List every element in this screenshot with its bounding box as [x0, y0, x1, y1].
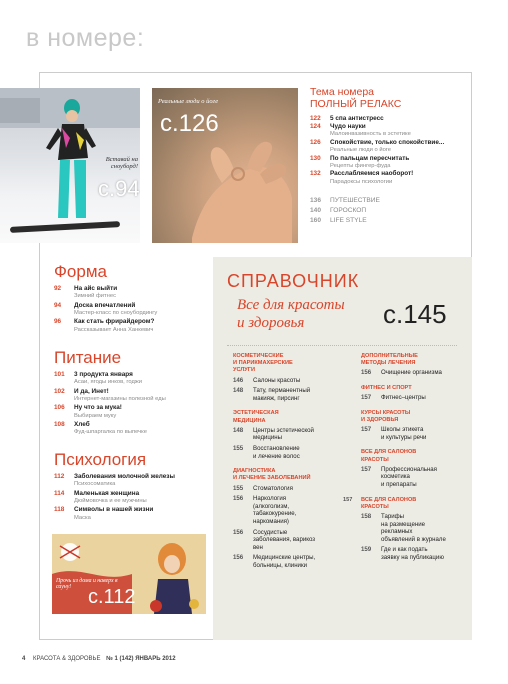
- entry-line: вен: [253, 543, 263, 551]
- toc-entry[interactable]: [54, 404, 204, 420]
- reference-entry[interactable]: [361, 513, 471, 543]
- forma-section: [54, 262, 204, 335]
- entry-line: заявку на публикацию: [381, 553, 444, 561]
- snowboard-page-ref: c.94: [98, 176, 140, 201]
- page-number: 155: [233, 444, 244, 452]
- reference-title: СПРАВОЧНИК: [227, 271, 360, 291]
- page-number: 96: [54, 318, 62, 326]
- reference-entry[interactable]: [233, 387, 343, 402]
- entry-title: Ну что за мука!: [74, 404, 122, 412]
- reference-subtitle-1: Все для красоты: [237, 297, 345, 313]
- illustration-caption: Прочь из дома и наверх в сауну!: [56, 578, 118, 590]
- entry-line: и препараты: [381, 480, 417, 488]
- theme-entry[interactable]: [310, 123, 468, 139]
- entry-title: На айс выйти: [74, 285, 118, 292]
- theme-block: [310, 86, 468, 226]
- reference-entry[interactable]: [361, 394, 471, 402]
- entry-subtitle: Фуд-шпаргалка по выпечке: [74, 429, 147, 436]
- page-number: 157: [361, 394, 372, 402]
- theme-extra-entry[interactable]: [310, 206, 468, 216]
- entry-subtitle: Асаи, ягоды инков, годжи: [74, 379, 142, 386]
- entry-subtitle: Рецепты фингер-фуда: [330, 162, 391, 169]
- entry-line: Салоны красоты: [253, 376, 301, 384]
- entry-line: Тарифы: [381, 512, 405, 520]
- entry-line: Фитнес–центры: [381, 394, 426, 402]
- entry-subtitle: Психосоматика: [74, 481, 116, 488]
- reference-entry[interactable]: [233, 529, 343, 552]
- category-line: ЭСТЕТИЧЕСКАЯ: [233, 410, 279, 417]
- entry-title: LIFE STYLE: [330, 217, 367, 225]
- entry-title: Маленькая женщина: [74, 489, 140, 497]
- page-number: 146: [233, 376, 244, 384]
- entry-subtitle: Зимний фитнес: [74, 293, 116, 300]
- page-number: 136: [310, 197, 322, 205]
- pitanie-section: [54, 348, 204, 438]
- hand-photo: [152, 88, 298, 243]
- category-line: УСЛУГИ: [233, 367, 255, 374]
- page-number: 159: [361, 546, 372, 554]
- reference-entry[interactable]: [233, 554, 343, 569]
- theme-kicker: Тема номера: [310, 86, 375, 98]
- reference-category: [361, 449, 471, 463]
- reference-block: [213, 257, 472, 640]
- psychology-list: [54, 473, 204, 522]
- entry-line: Сосудистые: [253, 528, 288, 536]
- illustration-page-ref: c.112: [88, 586, 136, 608]
- entry-line: заболевания, варикоз: [253, 536, 316, 544]
- category-line: И ЛЕЧЕНИЕ ЗАБОЛЕВАНИЙ: [233, 475, 311, 482]
- theme-entry[interactable]: [310, 139, 468, 155]
- entry-line: и лечение волос: [253, 452, 300, 460]
- reference-entry[interactable]: [233, 495, 343, 525]
- category-line: КОСМЕТИЧЕСКИЕ: [233, 353, 284, 359]
- toc-entry[interactable]: [54, 490, 204, 506]
- theme-entry[interactable]: [310, 155, 468, 171]
- toc-entry[interactable]: [54, 473, 204, 489]
- page-number: 94: [54, 301, 62, 309]
- entry-line: на размещение: [381, 520, 426, 528]
- entry-title: Хлеб: [74, 421, 90, 429]
- toc-entry[interactable]: [54, 285, 204, 301]
- category-line: ВСЕ ДЛЯ САЛОНОВ: [361, 496, 417, 503]
- page-number: 101: [54, 371, 65, 378]
- psychology-title: Психология: [54, 450, 147, 469]
- forma-list: [54, 285, 204, 334]
- entry-line: наркомания): [253, 517, 289, 525]
- entry-title: Чудо науки: [330, 123, 366, 131]
- page-number: 122: [310, 115, 321, 122]
- reference-left-column: [233, 353, 343, 573]
- page-number: 148: [233, 387, 244, 395]
- entry-line: больницы, клиники: [253, 561, 308, 569]
- footer-magazine: КРАСОТА & ЗДОРОВЬЕ: [33, 656, 101, 662]
- page-number: 126: [310, 138, 321, 146]
- page-header: в номере:: [26, 24, 145, 52]
- reference-category: [233, 353, 343, 375]
- entry-title: По пальцам пересчитать: [330, 154, 410, 162]
- page-number: 157: [361, 426, 372, 434]
- entry-line: Очищение организма: [381, 369, 442, 377]
- entry-line: Тату, перманентный: [253, 387, 311, 395]
- category-line: ДИАГНОСТИКА: [233, 468, 276, 475]
- entry-line: Школы этикета: [381, 426, 424, 434]
- category-line: ВСЕ ДЛЯ САЛОНОВ: [361, 449, 417, 456]
- entry-line: Медицинские центры,: [253, 554, 316, 562]
- page-number: 157: [343, 496, 353, 503]
- snowboard-caption: Вставай на сноуборд!: [105, 156, 138, 170]
- snowboard-photo: [0, 88, 140, 243]
- toc-entry[interactable]: [54, 302, 204, 318]
- theme-title: ПОЛНЫЙ РЕЛАКС: [310, 98, 402, 110]
- reference-page-ref: c.145: [383, 299, 447, 329]
- entry-title: ПУТЕШЕСТВИЕ: [330, 197, 380, 205]
- theme-list: [310, 115, 468, 186]
- entry-title: Доска впечатлений: [74, 301, 136, 309]
- page-number: 130: [310, 154, 321, 162]
- page-number: 132: [310, 170, 321, 178]
- category-line: МЕТОДЫ ЛЕЧЕНИЯ: [361, 360, 416, 367]
- entry-title: Символы в нашей жизни: [74, 506, 154, 514]
- hand-page-ref: c.126: [160, 110, 219, 137]
- reference-divider: [227, 345, 457, 346]
- reference-subtitle-2: и здоровья: [237, 315, 305, 331]
- entry-title: 5 спа антистресс: [330, 115, 384, 122]
- entry-line: косметика: [381, 473, 410, 481]
- entry-subtitle: Интернет-магазины полезной еды: [74, 395, 166, 402]
- category-line: КРАСОТЫ: [361, 456, 389, 463]
- illustration-photo: [52, 534, 206, 614]
- entry-subtitle: Мастер-класс по сноубордингу: [74, 309, 158, 316]
- category-line: МЕДИЦИНА: [233, 417, 266, 424]
- page-number: 102: [54, 387, 65, 395]
- reference-entry[interactable]: [233, 377, 343, 385]
- entry-title: Заболевания молочной железы: [74, 473, 175, 480]
- reference-category: [361, 353, 471, 367]
- page-number: 156: [233, 528, 244, 536]
- psychology-section: [54, 450, 204, 523]
- entry-subtitle: Парадоксы психологии: [330, 178, 393, 185]
- entry-line: табакокурение,: [253, 510, 297, 518]
- entry-subtitle: Реальные люди о йоге: [330, 147, 392, 154]
- entry-line: Восстановление: [253, 444, 300, 452]
- page-number: 108: [54, 421, 65, 429]
- entry-title: Как стать фрирайдером?: [74, 318, 155, 326]
- entry-line: Профессиональная: [381, 465, 437, 473]
- entry-line: Где и как подать: [381, 546, 428, 554]
- pitanie-list: [54, 371, 204, 437]
- page-number: 157: [361, 465, 372, 473]
- page-number: 158: [361, 512, 372, 520]
- reference-category: [343, 496, 471, 511]
- reference-category: [361, 410, 471, 424]
- theme-extra-entry[interactable]: [310, 196, 468, 206]
- hand-caption: Реальные люди о йоге: [158, 98, 219, 105]
- entry-title: 3 продукта января: [74, 371, 133, 378]
- page-number: 156: [233, 495, 244, 503]
- footer: [22, 656, 176, 662]
- page-number: 118: [54, 506, 65, 514]
- entry-subtitle: Дюймовочка и ее мужчины: [74, 497, 147, 504]
- toc-entry[interactable]: [54, 506, 204, 522]
- toc-entry[interactable]: [54, 371, 204, 387]
- page-number: 160: [310, 217, 322, 225]
- entry-subtitle: Малоинвазивность в эстетике: [330, 131, 411, 138]
- entry-line: Центры эстетической: [253, 426, 314, 434]
- reference-entry[interactable]: [233, 445, 343, 460]
- entry-line: рекламных: [381, 528, 413, 536]
- reference-entry[interactable]: [361, 466, 471, 489]
- entry-line: объявлений в журнале: [381, 535, 446, 543]
- page-number: 114: [54, 489, 65, 497]
- entry-line: Наркология: [253, 495, 287, 503]
- reference-entry[interactable]: [361, 369, 471, 377]
- entry-line: (алкоголизм,: [253, 502, 290, 510]
- theme-extra-entry[interactable]: [310, 216, 468, 226]
- entry-title: И да, Инет!: [74, 387, 109, 395]
- entry-line: и культуры речи: [381, 433, 427, 441]
- reference-entry[interactable]: [233, 427, 343, 442]
- entry-line: макияж, пирсинг: [253, 394, 300, 402]
- category-line: И ПАРИКМАХЕРСКИЕ: [233, 360, 293, 367]
- entry-title: ГОРОСКОП: [330, 207, 367, 215]
- entry-subtitle: Рассказывает Анна Ханкевич: [74, 326, 154, 333]
- category-line: КРАСОТЫ: [361, 503, 389, 510]
- reference-entry[interactable]: [361, 546, 471, 561]
- pitanie-title: Питание: [54, 348, 122, 367]
- entry-line: медицины: [253, 434, 283, 442]
- reference-category: [361, 385, 471, 392]
- reference-category: [233, 468, 343, 482]
- entry-line: Стоматология: [253, 484, 293, 492]
- theme-entry[interactable]: [310, 115, 468, 123]
- page-number: 156: [361, 369, 372, 377]
- theme-extras: [310, 196, 468, 226]
- entry-subtitle: Маска: [74, 514, 91, 521]
- page-number: 155: [233, 484, 244, 492]
- entry-subtitle: Выбираем муку: [74, 412, 117, 419]
- entry-title: Расслабляемся наоборот!: [330, 170, 414, 178]
- toc-entry[interactable]: [54, 388, 204, 404]
- page-number: 106: [54, 404, 65, 412]
- reference-entry[interactable]: [361, 426, 471, 441]
- category-line: ДОПОЛНИТЕЛЬНЫЕ: [361, 353, 418, 359]
- entry-title: Спокойствие, только спокойствие...: [330, 138, 445, 146]
- footer-page-number: 4: [22, 656, 26, 662]
- reference-category: [233, 410, 343, 424]
- page-number: 92: [54, 285, 62, 292]
- page-number: 140: [310, 207, 322, 215]
- page-number: 148: [233, 426, 244, 434]
- page-number: 156: [233, 554, 244, 562]
- toc-entry[interactable]: [54, 318, 204, 334]
- page-number: 124: [310, 123, 321, 131]
- theme-entry[interactable]: [310, 170, 468, 186]
- page-number: 112: [54, 473, 65, 480]
- forma-title: Форма: [54, 262, 107, 281]
- reference-right-column: [343, 353, 471, 565]
- category-line: ФИТНЕС И СПОРТ: [361, 385, 412, 391]
- reference-entry[interactable]: [233, 485, 343, 493]
- category-line: КУРСЫ КРАСОТЫ: [361, 409, 411, 416]
- footer-issue: № 1 (142) ЯНВАРЬ 2012: [106, 656, 176, 662]
- category-line: И ЗДОРОВЬЯ: [361, 417, 399, 423]
- toc-entry[interactable]: [54, 421, 204, 437]
